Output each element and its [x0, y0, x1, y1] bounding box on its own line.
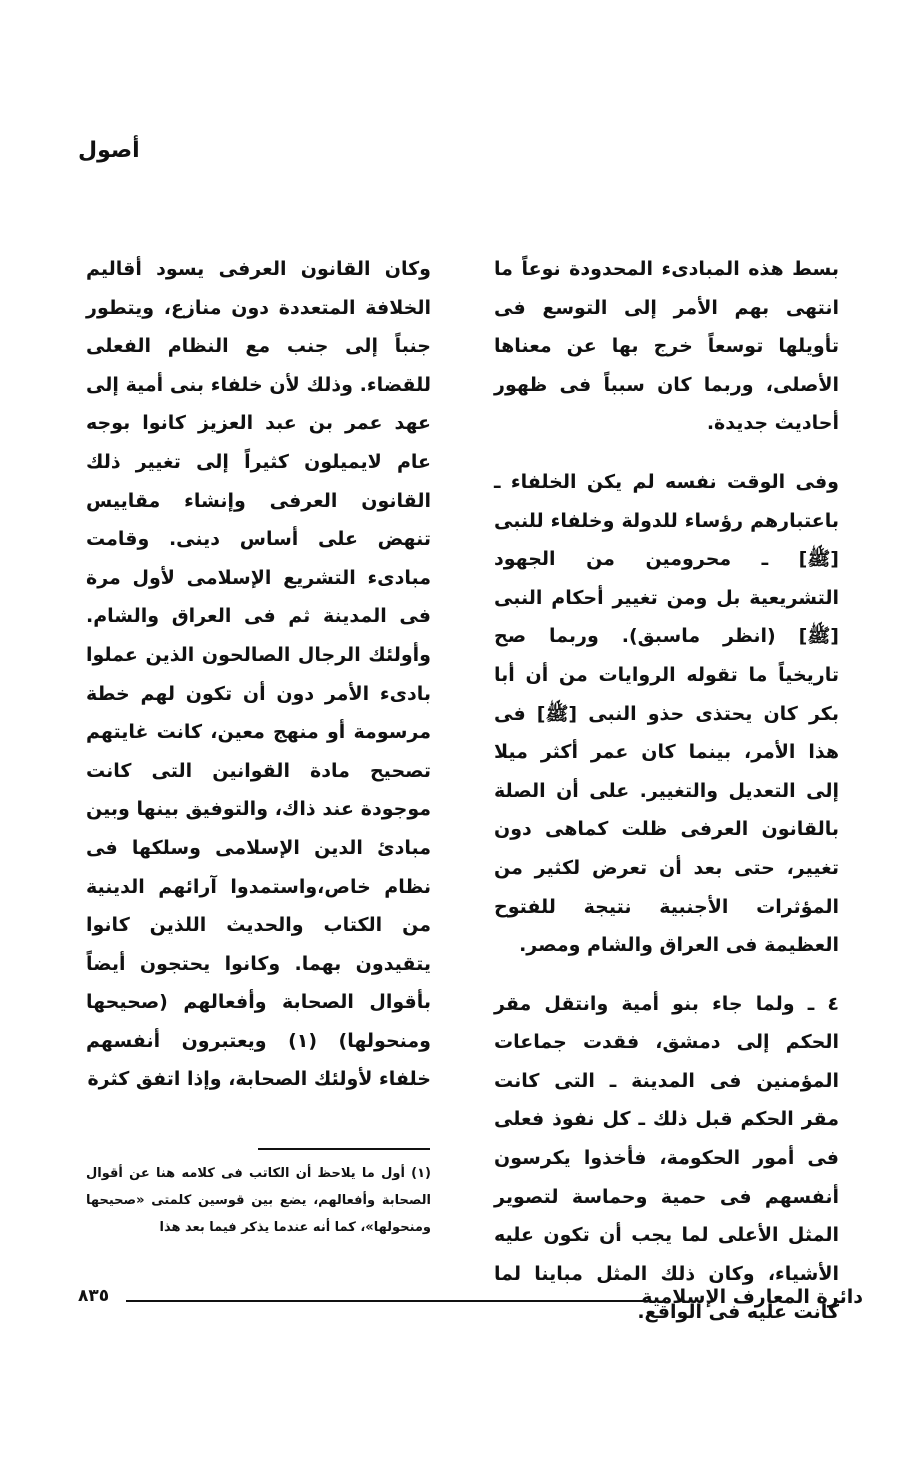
page-footer [78, 1286, 863, 1316]
footnote-divider [258, 1148, 430, 1150]
paragraph: بسط هذه المبادىء المحدودة نوعاً ما انتهى بهم الأمر إلى التوسع فى تأويلها توسعاً خرج بها عن معناها الأصلى، وربما كان سبباً فى ظهور أحاديث جديدة. [494, 258, 839, 435]
page-number: ٨٣٥ [78, 1286, 110, 1306]
left-column [86, 250, 431, 1099]
footer-title: دائرة المعارف الإسلامية [641, 1286, 863, 1308]
running-head: أصول [78, 138, 140, 163]
footnote: (١) أول ما يلاحظ أن الكاتب فى كلامه هنا عن أقوال الصحابة وأفعالهم، يضع بين قوسين كلمتى «صحيحها ومنحولها»، كما أنه عندما يذكر فيما بعد هذا [86, 1166, 431, 1235]
paragraph: ٤ ـ ولما جاء بنو أمية وانتقل مقر الحكم إلى دمشق، فقدت جماعات المؤمنين فى المدينة ـ التى كانت مقر الحكم قبل ذلك ـ كل نفوذ فعلى فى أمور الحكومة، فأخذوا يكرسون أنفسهم فى حمية وحماسة لتصوير المثل الأعلى لما يجب أن تكون عليه الأشياء، وكان ذلك المثل مباينا لما كانت عليه فى الواقع. [494, 992, 839, 1324]
footer-divider [126, 1300, 651, 1302]
right-column [494, 250, 839, 1352]
paragraph: وفى الوقت نفسه لم يكن الخلفاء ـ باعتبارهم رؤساء للدولة وخلفاء للنبى [ﷺ] ـ محرومين من الجهود التشريعية بل ومن تغيير أحكام النبى [ﷺ] (انظر ماسبق). وربما صح تاريخياً ما تقوله الروايات من أن أبا بكر كان يحتذى حذو النبى [ﷺ] فى هذا الأمر، بينما كان عمر أكثر ميلا إلى التعديل والتغيير. على أن الصلة بالقانون العرفى ظلت كماهى دون تغيير، حتى بعد أن تعرض لكثير من المؤثرات الأجنبية نتيجة للفتوح العظيمة فى العراق والشام ومصر. [494, 470, 839, 957]
paragraph: وكان القانون العرفى يسود أقاليم الخلافة المتعددة دون منازع، ويتطور جنباً إلى جنب مع النظام الفعلى للقضاء. وذلك لأن خلفاء بنى أمية إلى عهد عمر بن عبد العزيز كانوا بوجه عام لايميلون كثيراً إلى تغيير ذلك القانون العرفى وإنشاء مقاييس تنهض على أساس دينى. وقامت مبادىء التشريع الإسلامى لأول مرة فى المدينة ثم فى العراق والشام. وأولئك الرجال الصالحون الذين عملوا بادىء الأمر دون أن تكون لهم خطة مرسومة أو منهج معين، كانت غايتهم تصحيح مادة القوانين التى كانت موجودة عند ذاك، والتوفيق بينها وبين مبادئ الدين الإسلامى وسلكها فى نظام خاص،واستمدوا آرائهم الدينية من الكتاب والحديث اللذين كانوا يتقيدون بهما. وكانوا يحتجون أيضاً بأقوال الصحابة وأفعالهم (صحيحها ومنحولها) (١) ويعتبرون أنفسهم خلفاء لأولئك الصحابة، وإذا اتفق كثرة [86, 258, 431, 1091]
